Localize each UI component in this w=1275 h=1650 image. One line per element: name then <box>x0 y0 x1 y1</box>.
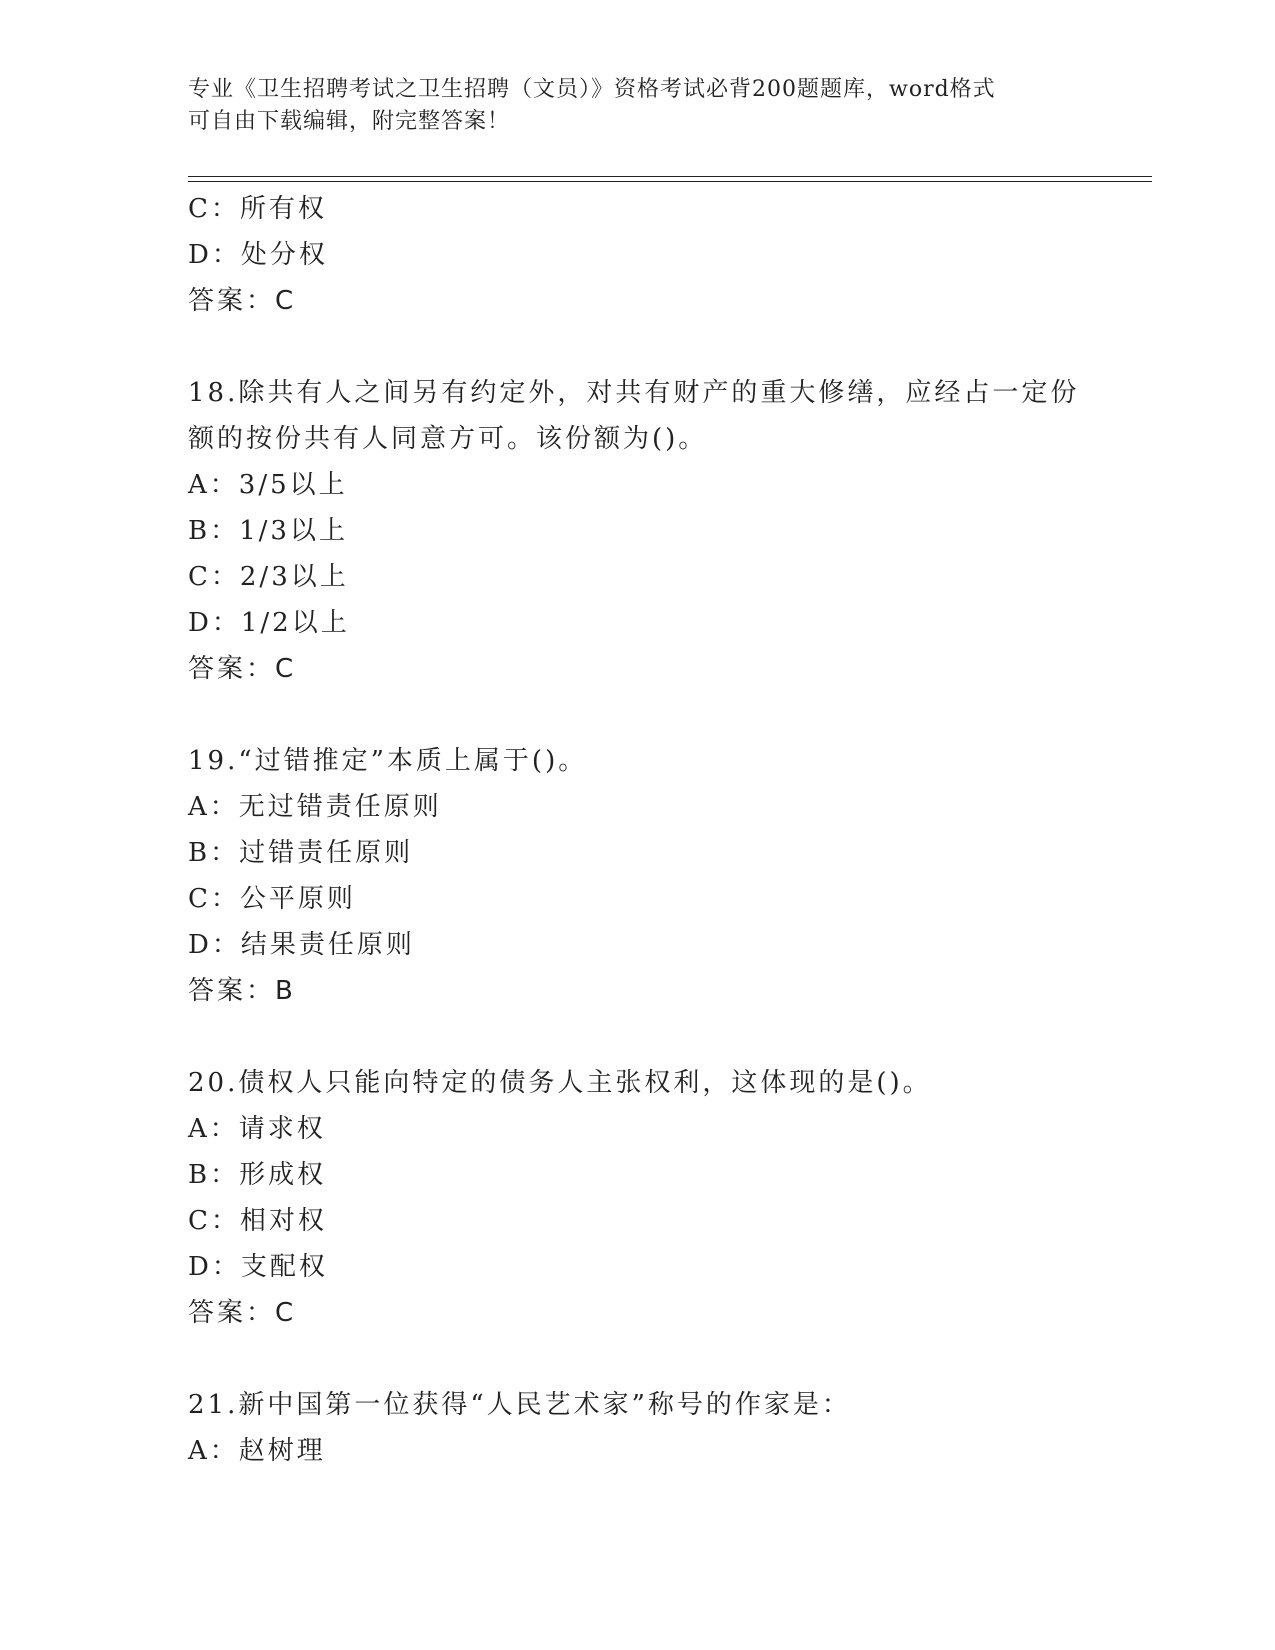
option-a: A：3/5以上 <box>188 470 348 500</box>
question-18 <box>188 370 1088 692</box>
option-d: D：结果责任原则 <box>188 930 415 960</box>
header-title-line-1: 专业《卫生招聘考试之卫生招聘（文员）》资格考试必背200题题库，word格式 <box>188 77 996 102</box>
question-21 <box>188 1382 1088 1474</box>
answer: 答案：B <box>188 976 296 1006</box>
document-header <box>188 74 1068 138</box>
question-text: 19.“过错推定”本质上属于()。 <box>188 746 588 776</box>
question-text: 20.债权人只能向特定的债务人主张权利，这体现的是()。 <box>188 1068 932 1098</box>
header-divider-top <box>188 176 1152 177</box>
option-c: C：所有权 <box>188 194 327 224</box>
option-c: C：2/3以上 <box>188 562 349 592</box>
answer: 答案：C <box>188 1298 297 1328</box>
option-b: B：形成权 <box>188 1160 327 1190</box>
option-a: A：赵树理 <box>188 1436 326 1466</box>
question-text: 18.除共有人之间另有约定外，对共有财产的重大修缮，应经占一定份 <box>188 378 1080 408</box>
question-text: 21.新中国第一位获得“人民艺术家”称号的作家是： <box>188 1390 851 1420</box>
question-list <box>188 186 1088 1474</box>
option-a: A：请求权 <box>188 1114 326 1144</box>
option-d: D：处分权 <box>188 240 328 270</box>
question-17-tail <box>188 186 1088 324</box>
option-d: D：1/2以上 <box>188 608 350 638</box>
option-b: B：1/3以上 <box>188 516 348 546</box>
option-c: C：公平原则 <box>188 884 356 914</box>
option-c: C：相对权 <box>188 1206 327 1236</box>
option-b: B：过错责任原则 <box>188 838 414 868</box>
answer: 答案：C <box>188 286 297 316</box>
question-19 <box>188 738 1088 1014</box>
question-text-continued: 额的按份共有人同意方可。该份额为()。 <box>188 424 708 454</box>
answer: 答案：C <box>188 654 297 684</box>
option-d: D：支配权 <box>188 1252 328 1282</box>
option-a: A：无过错责任原则 <box>188 792 442 822</box>
header-divider-bottom <box>188 181 1152 182</box>
question-20 <box>188 1060 1088 1336</box>
header-title-line-2: 可自由下载编辑，附完整答案！ <box>188 109 511 134</box>
